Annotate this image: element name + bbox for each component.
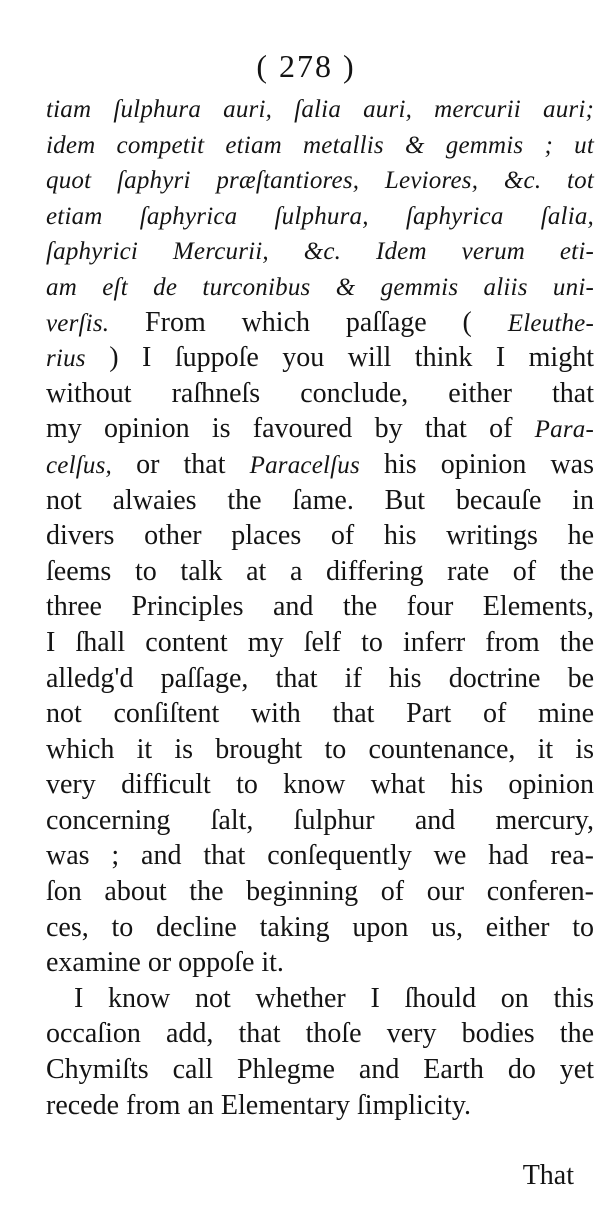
italic-text: tiam ſulphura auri, ſalia auri, mercurii auri; (46, 96, 594, 123)
roman-text: which it is brought to countenance, it is (46, 733, 594, 765)
italic-text: rius (46, 345, 86, 373)
body-text (46, 91, 594, 1123)
italic-text: am eſt de turconibus & gemmis aliis uni- (46, 273, 594, 301)
italic-text: Paracelſus (249, 451, 360, 479)
text-line (46, 411, 594, 447)
roman-text: I know not whether I ſhould on this (74, 982, 594, 1014)
text-line (46, 269, 594, 305)
roman-text: alledg'd paſſage, that if his doctrine be (46, 662, 594, 694)
roman-text: ) I ſuppoſe you will think I might (85, 342, 594, 374)
text-line (46, 376, 594, 412)
text-line (46, 554, 594, 590)
text-line (46, 518, 594, 554)
text-line (46, 162, 594, 198)
text-line (46, 447, 594, 483)
text-line (46, 803, 594, 839)
text-line (46, 767, 594, 803)
text-line (46, 661, 594, 697)
text-line (46, 838, 594, 874)
text-line (46, 696, 594, 732)
page-number: ( 278 ) (256, 48, 356, 84)
roman-text: ſeems to talk at a differing rate of the (46, 555, 594, 587)
roman-text: not alwaies the ſame. But becauſe in (46, 484, 594, 516)
text-line (46, 945, 594, 981)
roman-text: occaſion add, that thoſe very bodies the (46, 1018, 594, 1050)
italic-text: ſaphyrici Mercurii, &c. Idem verum eti- (46, 238, 594, 266)
text-line (46, 483, 594, 519)
italic-text: verſis. (46, 309, 110, 337)
roman-text: recede from an Elementary ſimplicity. (46, 1089, 472, 1121)
text-line (46, 589, 594, 625)
italic-text: Eleuthe- (507, 309, 594, 337)
roman-text: examine or oppoſe it. (46, 947, 284, 979)
catchword: That (522, 1160, 574, 1191)
roman-text: or that (111, 448, 250, 480)
italic-text: etiam ſaphyrica ſulphura, ſaphyrica ſalia, (46, 202, 594, 230)
text-line (46, 233, 594, 269)
roman-text: three Principles and the four Elements, (46, 591, 594, 623)
roman-text: very difficult to know what his opinion (46, 769, 594, 801)
italic-text: Para- (534, 416, 594, 444)
text-line (46, 981, 594, 1017)
text-line (46, 1052, 594, 1088)
roman-text: concerning ſalt, ſulphur and mercury, (46, 804, 594, 836)
text-line (46, 732, 594, 768)
roman-text: my opinion is favoured by that of (46, 413, 535, 445)
roman-text: Chymiſts call Phlegme and Earth do yet (46, 1054, 594, 1086)
text-line (46, 127, 594, 163)
roman-text: without raſhneſs conclude, either that (46, 377, 594, 409)
roman-text: I ſhall content my ſelf to inferr from the (46, 626, 594, 658)
roman-text: From which paſſage ( (109, 306, 508, 338)
text-line (46, 1088, 594, 1124)
text-line (46, 340, 594, 376)
roman-text: divers other places of his writings he (46, 520, 594, 552)
roman-text: was ; and that conſequently we had rea- (46, 840, 594, 872)
italic-text: celſus, (46, 451, 112, 479)
text-line (46, 305, 594, 341)
text-line (46, 910, 594, 946)
text-line (46, 1016, 594, 1052)
text-line (46, 874, 594, 910)
roman-text: ces, to decline taking upon us, either to (46, 911, 594, 943)
roman-text: not conſiſtent with that Part of mine (46, 698, 594, 730)
italic-text: quot ſaphyri præſtantiores, Leviores, &c. tot (46, 167, 594, 195)
text-line (46, 198, 594, 234)
text-line (46, 625, 594, 661)
roman-text: his opinion was (359, 448, 595, 480)
italic-text: idem competit etiam metallis & gemmis ; ut (46, 131, 594, 159)
roman-text: ſon about the beginning of our conferen- (46, 876, 594, 908)
text-line (46, 91, 594, 127)
